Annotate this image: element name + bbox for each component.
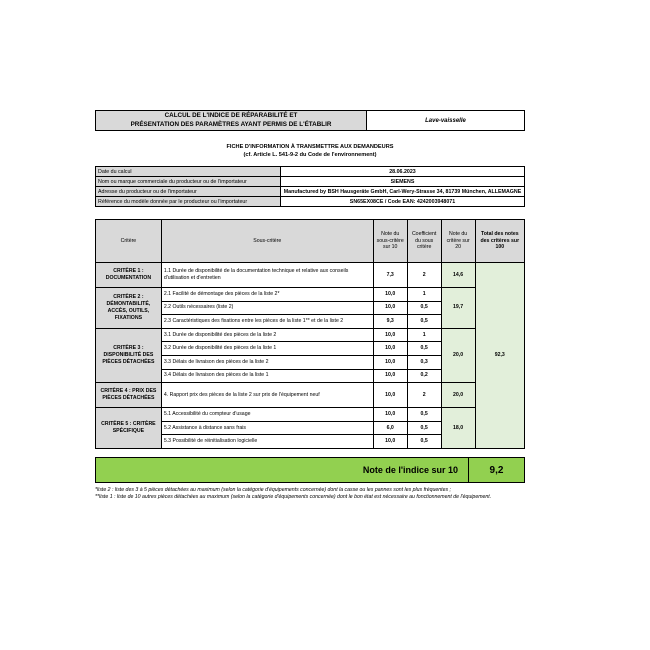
sub-criterion-coef: 1	[407, 328, 441, 342]
sub-criterion-score: 9,3	[373, 315, 407, 329]
table-header-row	[96, 220, 525, 263]
sub-criterion-coef: 0,5	[407, 435, 441, 449]
criterion-note: 20,0	[441, 328, 475, 382]
header-note-critere: Note du critère sur 20	[441, 220, 475, 263]
sub-criterion-score: 10,0	[373, 288, 407, 302]
sub-criterion-score: 10,0	[373, 369, 407, 383]
header-sous-critere: Sous-critère	[161, 220, 373, 263]
date-label: Date du calcul	[96, 167, 281, 177]
sub-criterion-score: 10,0	[373, 383, 407, 408]
sub-criterion-score: 10,0	[373, 328, 407, 342]
criterion-name: CRITÈRE 2 : DÉMONTABILITÉ, ACCÈS, OUTILS, FIXATIONS	[96, 288, 162, 329]
repairability-score-table	[95, 219, 525, 449]
sub-criterion-coef: 2	[407, 383, 441, 408]
total-score: 92,3	[475, 263, 524, 449]
final-index-bar	[95, 457, 525, 483]
criterion-note: 18,0	[441, 408, 475, 449]
sub-criterion-coef: 0,2	[407, 369, 441, 383]
criterion-name: CRITÈRE 3 : DISPONIBILITÉ DES PIÈCES DÉTACHÉES	[96, 328, 162, 382]
final-index-value: 9,2	[489, 464, 504, 476]
sub-criterion-score: 10,0	[373, 435, 407, 449]
date-row	[96, 167, 525, 177]
footnote-liste-2: *liste 2 : liste des 3 à 5 pièces détachées au maximum (selon la catégorie d'équipements concernée) dont la casse ou les pannes sont les plus fréquentes ;	[95, 487, 451, 493]
model-row	[96, 197, 525, 207]
sub-criterion-label: 3.4 Délais de livraison des pièces de la liste 1	[161, 369, 373, 383]
sub-criterion-label: 1.1 Durée de disponibilité de la documentation technique et relative aux conseils d'utilisation et d'entretien	[161, 263, 373, 288]
brand-label: Nom ou marque commerciale du producteur ou de l'importateur	[96, 177, 281, 187]
criterion-name: CRITÈRE 1 : DOCUMENTATION	[96, 263, 162, 288]
final-index-label: Note de l'indice sur 10	[96, 458, 469, 482]
sub-criterion-label: 3.1 Durée de disponibilité des pièces de la liste 2	[161, 328, 373, 342]
sub-criterion-coef: 0,5	[407, 421, 441, 435]
fiche-line-2: (cf. Article L. 541-9-2 du Code de l'environnement)	[243, 152, 377, 158]
product-info-table	[95, 166, 525, 207]
sub-criterion-score: 10,0	[373, 408, 407, 422]
sub-criterion-label: 2.3 Caractéristiques des fixations entre les pièces de la liste 1** et de la liste 2	[161, 315, 373, 329]
sub-criterion-coef: 0,5	[407, 301, 441, 315]
address-label: Adresse du producteur ou de l'importateur	[96, 187, 281, 197]
header-note-sous-critere: Note du sous-critère sur 10	[373, 220, 407, 263]
appliance-category: Lave-vaisselle	[367, 110, 525, 131]
model-value: SN65EX08CE / Code EAN: 4242003948071	[281, 197, 525, 207]
sub-criterion-label: 4. Rapport prix des pièces de la liste 2 sur prix de l'équipement neuf	[161, 383, 373, 408]
sub-criterion-label: 5.3 Possibilité de réinitialisation logicielle	[161, 435, 373, 449]
header-critere: Critère	[96, 220, 162, 263]
sub-criterion-label: 5.1 Accessibilité du compteur d'usage	[161, 408, 373, 422]
sub-criterion-label: 2.2 Outils nécessaires (liste 2)	[161, 301, 373, 315]
table-row	[96, 408, 525, 422]
sub-criterion-coef: 0,3	[407, 355, 441, 369]
address-row	[96, 187, 525, 197]
sub-criterion-score: 10,0	[373, 301, 407, 315]
sub-criterion-coef: 1	[407, 288, 441, 302]
sub-criterion-coef: 0,5	[407, 408, 441, 422]
sub-criterion-label: 2.1 Facilité de démontage des pièces de la liste 2*	[161, 288, 373, 302]
criterion-note: 19,7	[441, 288, 475, 329]
table-row	[96, 288, 525, 302]
title-line-2: PRÉSENTATION DES PARAMÈTRES AYANT PERMIS DE L'ÉTABLIR	[130, 120, 332, 128]
fiche-heading	[95, 143, 525, 159]
table-row	[96, 383, 525, 408]
brand-value: SIEMENS	[281, 177, 525, 187]
criterion-note: 14,6	[441, 263, 475, 288]
model-label: Référence du modèle donnée par le producteur ou l'importateur	[96, 197, 281, 207]
criterion-note: 20,0	[441, 383, 475, 408]
criterion-name: CRITÈRE 4 : PRIX DES PIÈCES DÉTACHÉES	[96, 383, 162, 408]
sub-criterion-coef: 0,5	[407, 315, 441, 329]
sub-criterion-score: 6,0	[373, 421, 407, 435]
document-title	[95, 110, 367, 131]
sub-criterion-score: 10,0	[373, 342, 407, 356]
brand-row	[96, 177, 525, 187]
header-coefficient: Coefficient du sous critère	[407, 220, 441, 263]
sub-criterion-coef: 0,5	[407, 342, 441, 356]
header-total: Total des notes des critères sur 100	[475, 220, 524, 263]
sub-criterion-score: 10,0	[373, 355, 407, 369]
table-row	[96, 263, 525, 288]
criterion-name: CRITÈRE 5 : CRITÈRE SPÉCIFIQUE	[96, 408, 162, 449]
sub-criterion-coef: 2	[407, 263, 441, 288]
sub-criterion-label: 5.2 Assistance à distance sans frais	[161, 421, 373, 435]
fiche-line-1: FICHE D'INFORMATION À TRANSMETTRE AUX DEMANDEURS	[226, 144, 394, 150]
date-value: 28.06.2023	[281, 167, 525, 177]
title-line-1: CALCUL DE L'INDICE DE RÉPARABILITÉ ET	[164, 112, 298, 119]
footnotes	[95, 487, 535, 501]
footnote-liste-1: **liste 1 : liste de 10 autres pièces détachées au maximum (selon la catégorie d'équipements concernée) dont le bon état est nécessaire au fonctionnement de l'équipement.	[95, 494, 492, 501]
sub-criterion-label: 3.3 Délais de livraison des pièces de la liste 2	[161, 355, 373, 369]
address-value: Manufactured by BSH Hausgeräte GmbH, Carl-Wery-Strasse 34, 81739 München, ALLEMAGNE	[281, 187, 525, 197]
sub-criterion-score: 7,3	[373, 263, 407, 288]
sub-criterion-label: 3.2 Durée de disponibilité des pièces de la liste 1	[161, 342, 373, 356]
table-row	[96, 328, 525, 342]
